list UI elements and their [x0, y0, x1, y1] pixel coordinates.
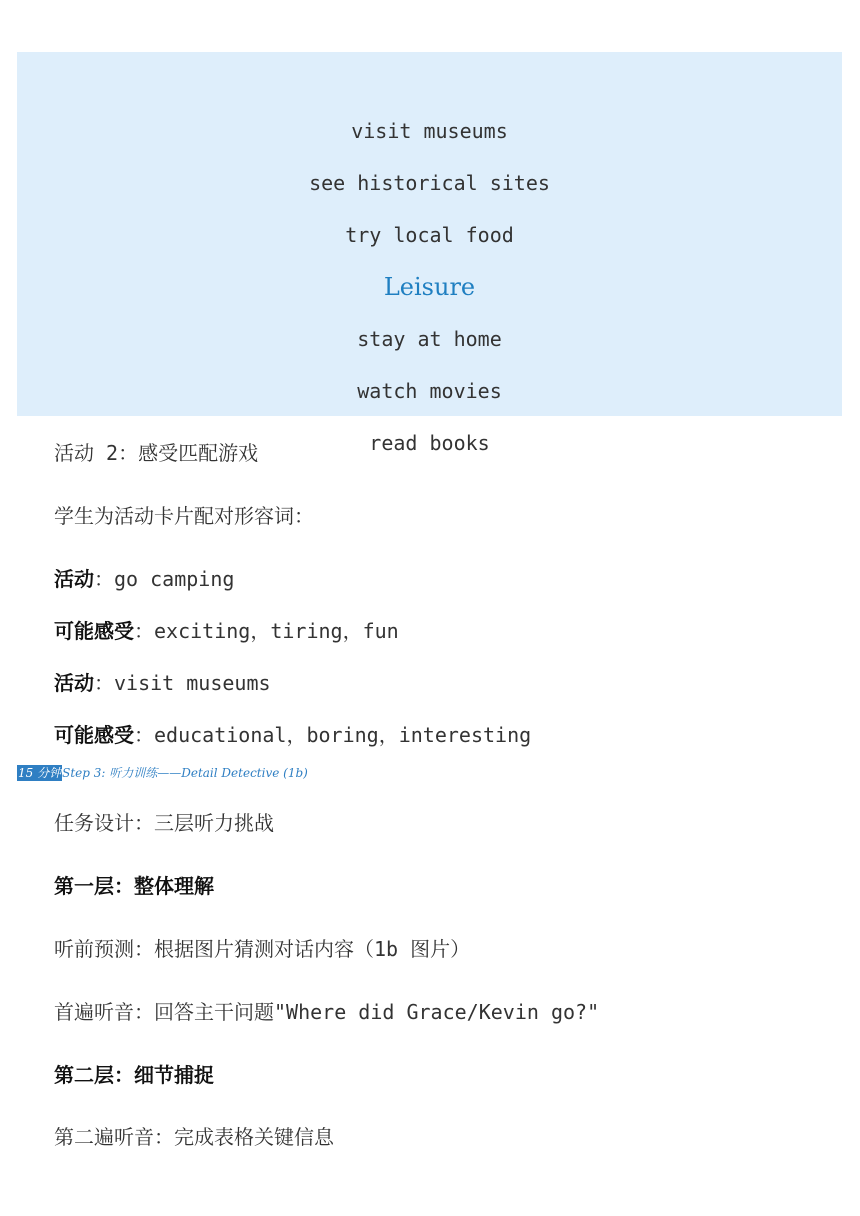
step3-title: Step 3: 听力训练——Detail Detective (1b) [62, 766, 308, 780]
box-item-visit-museums: visit museums [351, 119, 508, 143]
box-item-watch-movies: watch movies [357, 379, 502, 403]
box-item-local-food: try local food [345, 223, 514, 247]
box-item-historical-sites: see historical sites [309, 171, 550, 195]
box-item-stay-home: stay at home [357, 327, 502, 351]
feelings-value: ：exciting，tiring，fun [134, 619, 399, 643]
box-item-read-books: read books [369, 431, 490, 455]
layer1-title [54, 872, 214, 900]
pair2-activity [54, 669, 271, 697]
layer2-title-text: 第二层：细节捕捉 [54, 1063, 214, 1087]
activity-value: ：go camping [94, 567, 235, 591]
feelings-value: ：educational，boring，interesting [134, 723, 532, 747]
layer2-title [54, 1061, 214, 1089]
layer1-title-text: 第一层：整体理解 [54, 874, 214, 898]
pair1-activity [54, 565, 234, 593]
activity2-intro: 学生为活动卡片配对形容词： [54, 504, 314, 528]
feelings-label: 可能感受 [54, 619, 134, 643]
activity-label: 活动 [54, 567, 94, 591]
pair2-feelings [54, 721, 531, 749]
activity-label: 活动 [54, 671, 94, 695]
activity-value: ：visit museums [94, 671, 271, 695]
box-heading-leisure: Leisure [383, 273, 476, 301]
activity2-title: 活动 2：感受匹配游戏 [54, 441, 259, 465]
pre-listening-prediction: 听前预测：根据图片猜测对话内容（1b 图片） [54, 937, 471, 961]
first-listening: 首遍听音：回答主干问题"Where did Grace/Kevin go?" [54, 1000, 600, 1024]
pair1-feelings [54, 617, 399, 645]
step3-header [17, 764, 308, 782]
time-badge: 15 分钟 [18, 766, 62, 780]
task-design: 任务设计：三层听力挑战 [54, 811, 274, 835]
feelings-label: 可能感受 [54, 723, 134, 747]
second-listening: 第二遍听音：完成表格关键信息 [54, 1125, 334, 1149]
